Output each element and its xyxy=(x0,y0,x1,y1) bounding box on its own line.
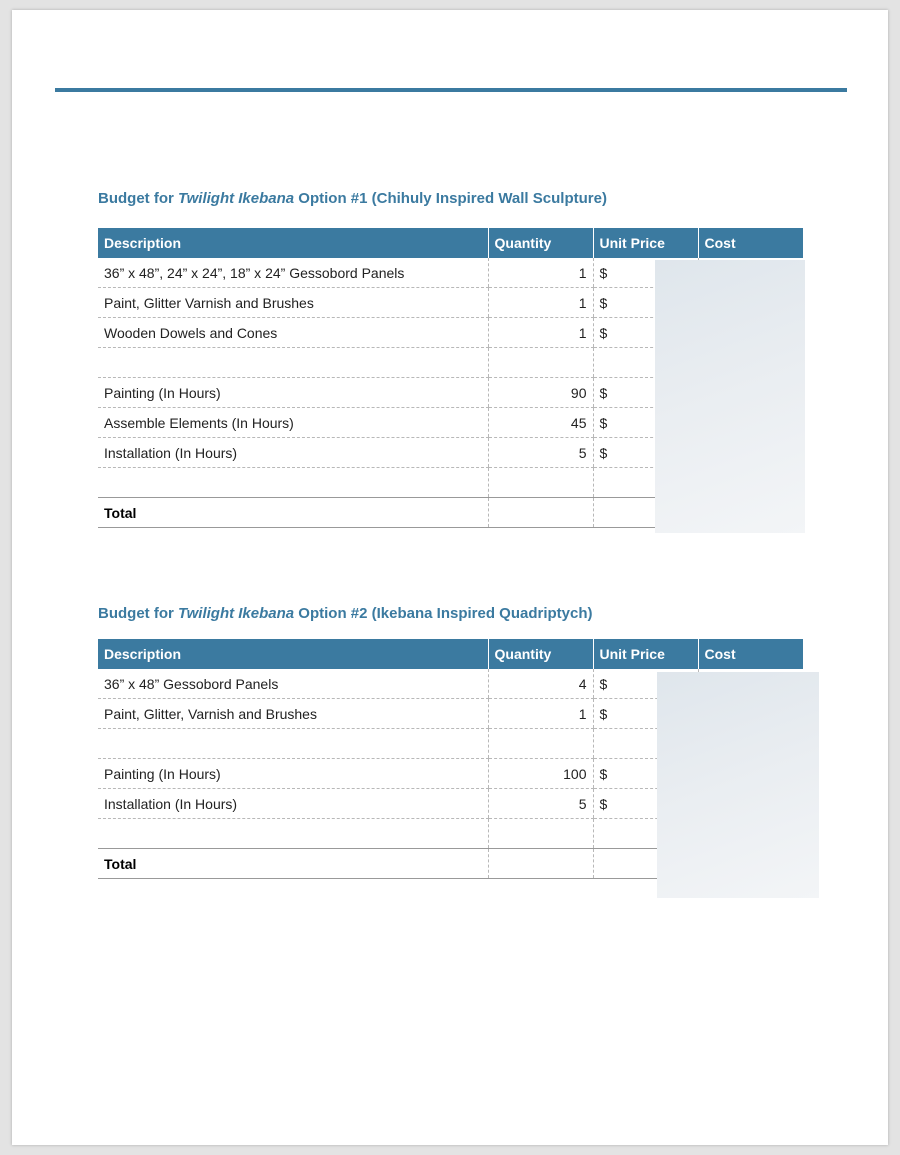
cell-unit-price: $ xyxy=(593,318,698,348)
table-header-row xyxy=(98,639,803,669)
cell-quantity: 1 xyxy=(488,288,593,318)
cell-quantity xyxy=(488,819,593,849)
header-quantity: Quantity xyxy=(488,639,593,669)
cell-description xyxy=(98,348,488,378)
cell-quantity xyxy=(488,729,593,759)
cell-quantity: 1 xyxy=(488,699,593,729)
cell-unit-price: $ xyxy=(593,759,698,789)
cell-quantity: 90 xyxy=(488,378,593,408)
cell-unit-price: $ xyxy=(593,258,698,288)
total-quantity xyxy=(488,498,593,528)
cell-description: 36” x 48”, 24” x 24”, 18” x 24” Gessobord Panels xyxy=(98,258,488,288)
header-cost: Cost xyxy=(698,639,803,669)
header-quantity: Quantity xyxy=(488,228,593,258)
cell-unit-price: $ xyxy=(593,378,698,408)
document-page xyxy=(12,10,888,1145)
cell-description xyxy=(98,729,488,759)
cell-unit-price: $ xyxy=(593,669,698,699)
budget-2-title xyxy=(98,605,593,622)
header-cost: Cost xyxy=(698,228,803,258)
cell-description: Assemble Elements (In Hours) xyxy=(98,408,488,438)
cell-description xyxy=(98,468,488,498)
cell-quantity xyxy=(488,468,593,498)
title-prefix: Budget for xyxy=(98,190,178,207)
cell-unit-price: $ xyxy=(593,408,698,438)
cell-quantity xyxy=(488,348,593,378)
cell-description: Paint, Glitter Varnish and Brushes xyxy=(98,288,488,318)
cell-description: Wooden Dowels and Cones xyxy=(98,318,488,348)
cell-quantity: 45 xyxy=(488,408,593,438)
cell-quantity: 100 xyxy=(488,759,593,789)
cost-column-redaction xyxy=(655,260,805,533)
header-rule xyxy=(55,88,847,92)
cell-unit-price: $ xyxy=(593,789,698,819)
cell-quantity: 1 xyxy=(488,258,593,288)
cell-unit-price: $ xyxy=(593,699,698,729)
title-suffix: Option #2 (Ikebana Inspired Quadriptych) xyxy=(294,605,593,622)
total-label: Total xyxy=(98,498,488,528)
title-prefix: Budget for xyxy=(98,605,178,622)
header-unit-price: Unit Price xyxy=(593,228,698,258)
table-header-row xyxy=(98,228,803,258)
cost-column-redaction xyxy=(657,672,819,898)
cell-unit-price: $ xyxy=(593,288,698,318)
cell-description: Painting (In Hours) xyxy=(98,759,488,789)
title-italic: Twilight Ikebana xyxy=(178,605,295,622)
cell-quantity: 5 xyxy=(488,438,593,468)
cell-description xyxy=(98,819,488,849)
header-unit-price: Unit Price xyxy=(593,639,698,669)
cell-description: Painting (In Hours) xyxy=(98,378,488,408)
cell-description: Paint, Glitter, Varnish and Brushes xyxy=(98,699,488,729)
cell-quantity: 5 xyxy=(488,789,593,819)
total-label: Total xyxy=(98,849,488,879)
cell-quantity: 1 xyxy=(488,318,593,348)
total-quantity xyxy=(488,849,593,879)
budget-1-title xyxy=(98,190,607,207)
title-italic: Twilight Ikebana xyxy=(178,190,295,207)
header-description: Description xyxy=(98,228,488,258)
cell-description: Installation (In Hours) xyxy=(98,438,488,468)
title-suffix: Option #1 (Chihuly Inspired Wall Sculpture) xyxy=(294,190,607,207)
cell-quantity: 4 xyxy=(488,669,593,699)
header-description: Description xyxy=(98,639,488,669)
cell-description: Installation (In Hours) xyxy=(98,789,488,819)
cell-description: 36” x 48” Gessobord Panels xyxy=(98,669,488,699)
cell-unit-price: $ xyxy=(593,438,698,468)
